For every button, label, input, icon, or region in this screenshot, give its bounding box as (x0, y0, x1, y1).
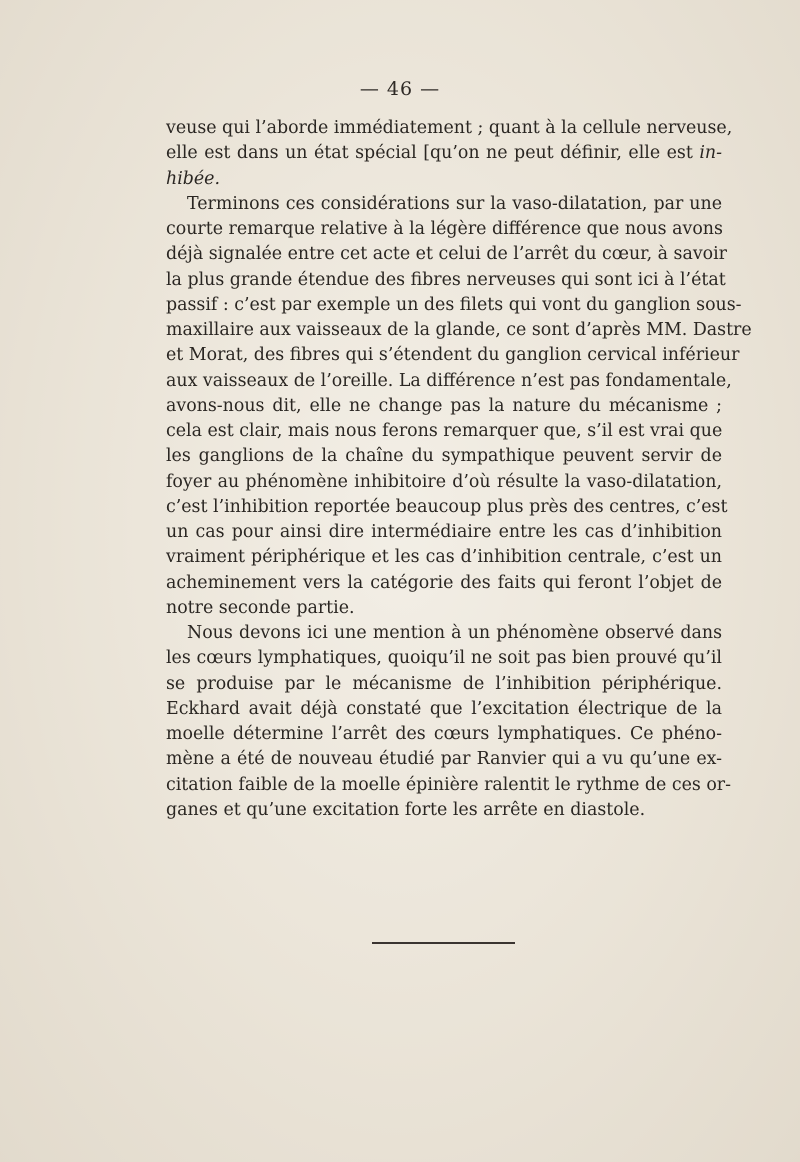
line-text: vraiment périphérique et les cas d’inhibition centrale, c’est un (166, 547, 722, 568)
line-text: cela est clair, mais nous ferons remarquer que, s’il est vrai que (166, 421, 723, 441)
text-line (166, 747, 722, 772)
text-line (166, 571, 722, 596)
line-text: un cas pour ainsi dire intermédiaire entre les cas d’inhibition (166, 522, 722, 542)
line-text: ganes et qu’une excitation forte les arrête en diastole. (166, 799, 646, 820)
paragraph (166, 621, 731, 823)
text-line (166, 596, 722, 621)
paragraph (166, 116, 733, 192)
line-text: les cœurs lymphatiques, quoiqu’il ne soit pas bien prouvé qu’il (166, 648, 722, 669)
line-text: moelle détermine l’arrêt des cœurs lymphatiques. Ce phéno- (166, 724, 722, 744)
page-number: — 46 — (359, 78, 441, 100)
line-text: se produise par le mécanisme de l’inhibition périphérique. (166, 673, 722, 694)
text-line (166, 470, 722, 495)
body-text (166, 116, 752, 823)
text-line (166, 268, 726, 293)
line-text: elle est dans un état spécial [qu’on ne peut définir, elle est (166, 143, 700, 164)
text-line (166, 369, 732, 394)
line-text: Eckhard avait déjà constaté que l’excitation électrique de la (166, 698, 722, 719)
text-line (166, 293, 742, 318)
text-line (166, 343, 740, 368)
text-line (166, 394, 722, 419)
text-line (166, 318, 752, 343)
line-text: acheminement vers la catégorie des faits qui feront l’objet de (166, 572, 722, 593)
line-text: veuse qui l’aborde immédiatement ; quant à la cellule nerveuse, (166, 118, 733, 138)
line-text: aux vaisseaux de l’oreille. La différence n’est pas fondamentale, (166, 370, 732, 391)
line-text: avons-nous dit, elle ne change pas la nature du mécanisme ; (166, 395, 722, 416)
text-line (166, 495, 728, 520)
italic-text: hibée. (166, 168, 221, 189)
line-text: déjà signalée entre cet acte et celui de l’arrêt du cœur, à savoir (166, 244, 727, 265)
text-line (166, 697, 722, 722)
line-text: courte remarque relative à la légère différence que nous avons (166, 219, 723, 239)
line-text: citation faible de la moelle épinière ralentit le rythme de ces or- (166, 774, 731, 795)
text-line (166, 798, 722, 823)
text-line (166, 167, 722, 192)
line-text: maxillaire aux vaisseaux de la glande, ce sont d’après MM. Dastre (166, 320, 752, 340)
line-text: notre seconde partie. (166, 597, 355, 618)
text-line (166, 116, 733, 141)
text-line (166, 217, 722, 242)
text-line (166, 520, 722, 545)
text-line (166, 192, 722, 217)
line-text: c’est l’inhibition reportée beaucoup plus près des centres, c’est (166, 496, 728, 517)
line-text: Nous devons ici une mention à un phénomène observé dans (187, 623, 722, 643)
section-end-rule (372, 942, 515, 944)
line-text: la plus grande étendue des fibres nerveuses qui sont ici à l’état (166, 269, 726, 290)
text-line (166, 672, 722, 697)
line-text: Terminons ces considérations sur la vaso-dilatation, par une (187, 193, 722, 214)
line-text: foyer au phénomène inhibitoire d’où résulte la vaso-dilatation, (166, 471, 722, 492)
line-text: les ganglions de la chaîne du sympathique peuvent servir de (166, 446, 722, 467)
text-line (166, 773, 731, 798)
text-line (166, 722, 722, 747)
text-line (166, 646, 722, 671)
text-line (166, 545, 722, 570)
line-text: mène a été de nouveau étudié par Ranvier qui a vu qu’une ex- (166, 749, 722, 770)
line-text: et Morat, des fibres qui s’étendent du ganglion cervical inférieur (166, 345, 740, 366)
text-line (166, 141, 722, 166)
paragraph (166, 192, 752, 621)
italic-text: in- (699, 143, 722, 164)
line-text: passif : c’est par exemple un des filets qui vont du ganglion sous- (166, 294, 742, 315)
text-line (166, 419, 722, 444)
text-line (166, 621, 722, 646)
text-line (166, 444, 722, 469)
text-line (166, 242, 727, 267)
